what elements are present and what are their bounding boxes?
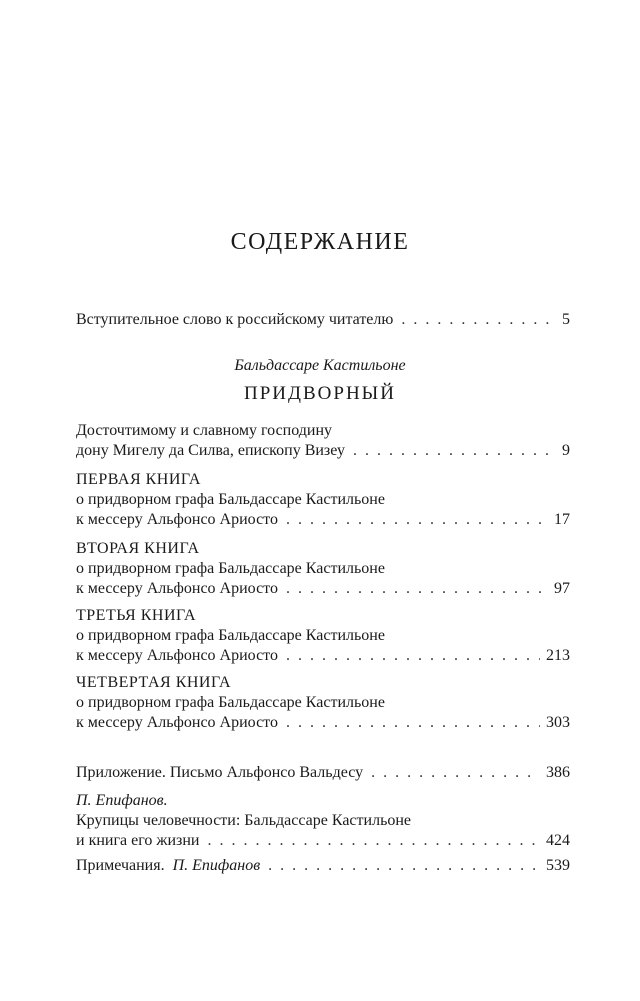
essay-author: П. Епифанов.: [76, 792, 168, 809]
leader-dots: [353, 441, 556, 461]
page-number: 539: [546, 857, 570, 874]
book-author: Бальдассаре Кастильоне: [234, 357, 406, 374]
toc-entry-line: к мессеру Альфонсо Ариосто: [76, 580, 278, 597]
toc-entry-intro[interactable]: [76, 310, 570, 330]
toc-entry-line: Крупицы человечности: Бальдассаре Кастильоне: [76, 812, 412, 829]
toc-entry-title: [76, 856, 260, 876]
leader-dots: [268, 856, 540, 876]
book-heading: ЧЕТВЕРТАЯ КНИГА: [76, 674, 232, 691]
leader-dots: [207, 831, 540, 851]
book-heading: ВТОРАЯ КНИГА: [76, 540, 200, 557]
page-number: 5: [562, 311, 570, 328]
leader-dots: [286, 579, 548, 599]
toc-entry-line: и книга его жизни: [76, 832, 200, 849]
toc-entry-title: Приложение. Письмо Альфонсо Вальдесу: [76, 764, 364, 781]
page-number: 97: [554, 580, 570, 597]
toc-entry-line: к мессеру Альфонсо Ариосто: [76, 647, 278, 664]
page-number: 303: [546, 714, 570, 731]
page-number: 17: [554, 511, 570, 528]
page-number: 213: [546, 647, 570, 664]
leader-dots: [286, 646, 540, 666]
toc-entry-notes[interactable]: [76, 856, 570, 876]
leader-dots: [286, 713, 540, 733]
toc-entry-line: к мессеру Альфонсо Ариосто: [76, 714, 278, 731]
page-number: 386: [546, 764, 570, 781]
toc-entry-line: о придворном графа Бальдассаре Кастильоне: [76, 694, 385, 711]
book-heading: ПЕРВАЯ КНИГА: [76, 471, 201, 488]
leader-dots: [401, 310, 556, 330]
toc-entry-title: Вступительное слово к российскому читателю: [76, 311, 394, 328]
page-number: 424: [546, 832, 570, 849]
toc-entry-essay[interactable]: [76, 791, 570, 851]
toc-entry-dedication[interactable]: [76, 421, 570, 461]
toc-entry-book-1[interactable]: [76, 470, 570, 530]
notes-author: П. Епифанов: [172, 857, 261, 874]
toc-entry-line: о придворном графа Бальдассаре Кастильоне: [76, 560, 385, 577]
toc-entry-book-3[interactable]: [76, 606, 570, 666]
toc-entry-line: о придворном графа Бальдассаре Кастильоне: [76, 627, 385, 644]
book-title: ПРИДВОРНЫЙ: [244, 383, 396, 404]
toc-entry-line: о придворном графа Бальдассаре Кастильоне: [76, 491, 385, 508]
toc-entry-book-2[interactable]: [76, 539, 570, 599]
leader-dots: [371, 763, 540, 783]
toc-entry-line: дону Мигелу да Силва, епископу Визеу: [76, 442, 345, 459]
toc-entry-book-4[interactable]: [76, 673, 570, 733]
leader-dots: [286, 510, 548, 530]
page-title: СОДЕРЖАНИЕ: [230, 229, 410, 255]
toc-entry-line: Досточтимому и славному господину: [76, 422, 333, 439]
page-number: 9: [562, 442, 570, 459]
toc-entry-appendix[interactable]: [76, 763, 570, 783]
book-heading: ТРЕТЬЯ КНИГА: [76, 607, 197, 624]
toc-entry-line: к мессеру Альфонсо Ариосто: [76, 511, 278, 528]
notes-label: Примечания.: [76, 857, 165, 874]
